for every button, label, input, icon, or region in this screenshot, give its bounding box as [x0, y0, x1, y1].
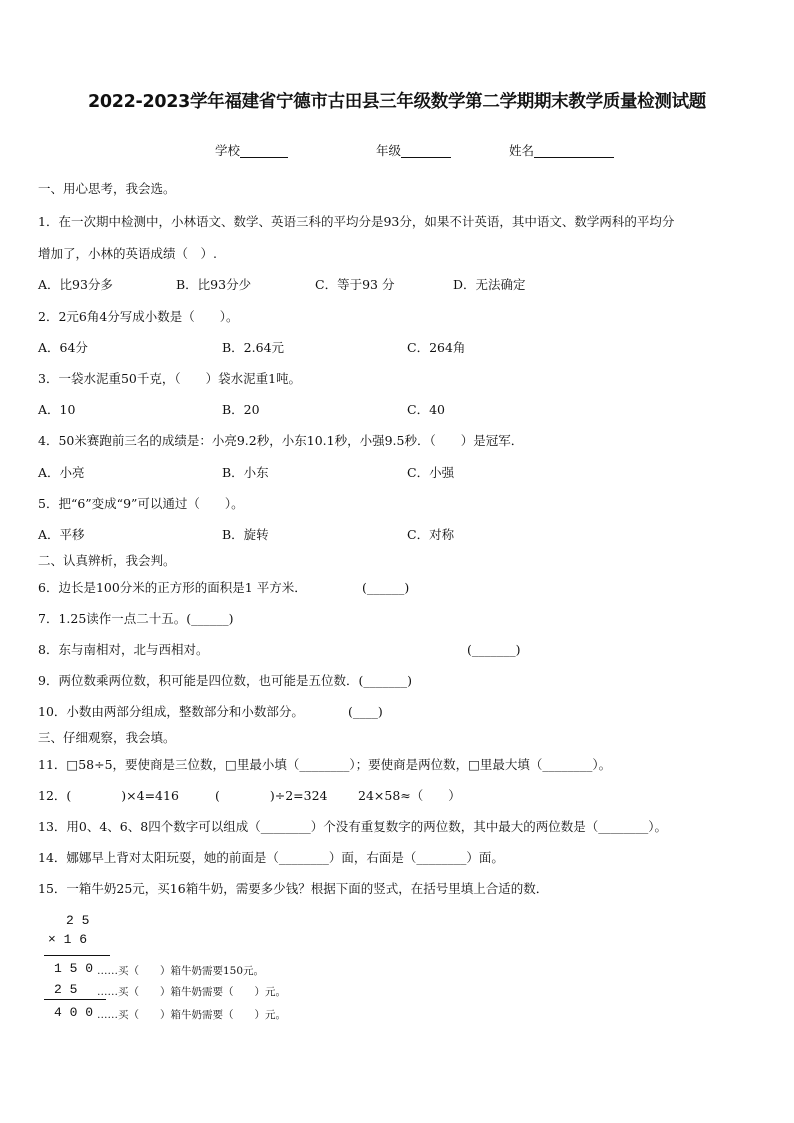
section-1-heading: 一、用心思考，我会选。 — [38, 181, 176, 196]
calc-partial-2-note: ……买（ ）箱牛奶需要（ ）元。 — [97, 986, 286, 998]
q4-option-c: C．小强 — [407, 465, 455, 480]
calc-partial-1-note: ……买（ ）箱牛奶需要150元。 — [97, 965, 265, 977]
q5-option-b: B．旋转 — [222, 527, 269, 542]
grade-blank[interactable] — [401, 144, 451, 158]
section-2-heading: 二、认真辨析，我会判。 — [38, 553, 176, 568]
q1-option-c: C．等于93 分 — [315, 277, 395, 292]
q2-option-b: B．2.64元 — [222, 340, 285, 355]
q1-text-cont: 增加了，小林的英语成绩（ ）. — [38, 246, 217, 261]
grade-field — [376, 141, 451, 159]
name-field — [509, 141, 614, 159]
page-title: 2022-2023学年福建省宁德市古田县三年级数学第二学期期末教学质量检测试题 — [88, 92, 706, 112]
q1-option-a: A．比93分多 — [38, 277, 113, 292]
q9-text: 9．两位数乘两位数，积可能是四位数，也可能是五位数．(_______) — [38, 673, 412, 688]
section-3-heading: 三、仔细观察，我会填。 — [38, 730, 176, 745]
q10-text: 10．小数由两部分组成，整数部分和小数部分。 — [38, 704, 304, 719]
school-label: 学校 — [215, 143, 241, 158]
q2-option-c: C．264角 — [407, 340, 466, 355]
q1-option-d: D．无法确定 — [453, 277, 526, 292]
calc-partial-1: 1 5 0 — [54, 961, 94, 976]
q14-text: 14．娜娜早上背对太阳玩耍，她的前面是（________）面，右面是（________）面。 — [38, 850, 504, 865]
calc-product-note: ……买（ ）箱牛奶需要（ ）元。 — [97, 1009, 286, 1021]
calc-partial-2: 2 5 — [54, 982, 78, 997]
calc-multiplicand: 2 5 — [66, 913, 90, 928]
calc-rule-2 — [44, 999, 106, 1000]
q10-answer-blank[interactable]: (____) — [348, 704, 383, 719]
q5-option-a: A．平移 — [38, 527, 85, 542]
school-field — [215, 141, 288, 159]
name-blank[interactable] — [534, 144, 614, 158]
calc-multiplier: × 1 6 — [48, 932, 88, 947]
name-label: 姓名 — [509, 143, 535, 158]
grade-label: 年级 — [376, 143, 402, 158]
q4-text: 4．50米赛跑前三名的成绩是：小亮9.2秒，小东10.1秒，小强9.5秒．（ ）是冠军． — [38, 433, 524, 448]
q7-text: 7．1.25读作一点二十五。(______) — [38, 611, 234, 626]
q2-text: 2．2元6角4分写成小数是（ ）。 — [38, 309, 239, 324]
school-blank[interactable] — [240, 144, 288, 158]
calc-rule-1 — [44, 955, 110, 956]
q3-option-a: A．10 — [38, 402, 76, 417]
q13-text: 13．用0、4、6、8四个数字可以组成（________）个没有重复数字的两位数，其中最大的两位数是（________）。 — [38, 819, 667, 834]
q4-option-a: A．小亮 — [38, 465, 85, 480]
q8-answer-blank[interactable]: (_______) — [467, 642, 521, 657]
q2-option-a: A．64分 — [38, 340, 88, 355]
q5-text: 5．把“6”变成“9”可以通过（ ）。 — [38, 496, 244, 511]
q12-part-a: 12．( )×4=416 — [38, 788, 179, 803]
q3-text: 3．一袋水泥重50千克，（ ）袋水泥重1吨。 — [38, 371, 302, 386]
q3-option-b: B．20 — [222, 402, 260, 417]
q4-option-b: B．小东 — [222, 465, 269, 480]
q8-text: 8．东与南相对，北与西相对。 — [38, 642, 209, 657]
q5-option-c: C．对称 — [407, 527, 455, 542]
q6-text: 6．边长是100分米的正方形的面积是1 平方米． — [38, 580, 307, 595]
q11-text: 11．□58÷5，要使商是三位数，□里最小填（________）；要使商是两位数，□里最大填（________）。 — [38, 757, 612, 772]
q3-option-c: C．40 — [407, 402, 445, 417]
calc-product: 4 0 0 — [54, 1005, 94, 1020]
q15-text: 15．一箱牛奶25元，买16箱牛奶，需要多少钱？根据下面的竖式，在括号里填上合适的数． — [38, 881, 549, 896]
q1-text: 1．在一次期中检测中，小林语文、数学、英语三科的平均分是93分，如果不计英语，其中语文、数学两科的平均分 — [38, 214, 675, 229]
q12-part-c: 24×58≈（ ） — [358, 788, 461, 803]
q6-answer-blank[interactable]: (______) — [362, 580, 410, 595]
q1-option-b: B．比93分少 — [176, 277, 252, 292]
q12-part-b: ( )÷2=324 — [215, 788, 328, 803]
